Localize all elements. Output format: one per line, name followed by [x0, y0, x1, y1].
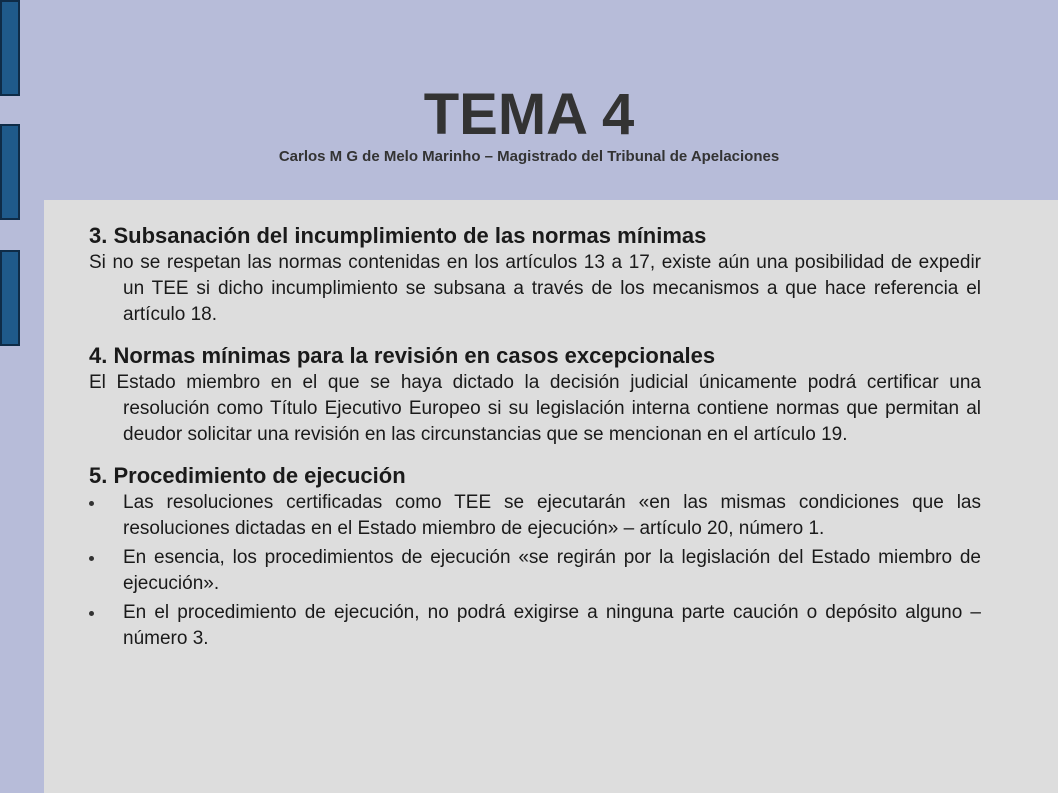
bullet-icon — [89, 556, 94, 561]
slide-title: TEMA 4 — [423, 82, 635, 147]
side-decoration-bar-3 — [0, 250, 20, 346]
list-item-text: En esencia, los procedimientos de ejecución «se regirán por la legislación del Estado miembro de ejecución». — [123, 547, 981, 594]
section-4 — [89, 342, 981, 448]
section-heading: 5. Procedimiento de ejecución — [89, 463, 406, 488]
section-heading: 3. Subsanación del incumplimiento de las normas mínimas — [89, 223, 707, 248]
bullet-icon — [89, 501, 94, 506]
section-heading: 4. Normas mínimas para la revisión en casos excepcionales — [89, 343, 716, 368]
section-5 — [89, 462, 981, 652]
slide-body — [89, 222, 981, 655]
bullet-icon — [89, 611, 94, 616]
list-item-text: Las resoluciones certificadas como TEE se ejecutarán «en las mismas condiciones que las resoluciones dictadas en el Estado miembro de ejecución» – artículo 20, número 1. — [123, 492, 981, 539]
section-paragraph: El Estado miembro en el que se haya dictado la decisión judicial únicamente podrá certificar una resolución como Título Ejecutivo Europeo si su legislación interna contiene normas que permitan al deudor solicitar una revisión en las circunstancias que se mencionan en el artículo 19. — [89, 372, 981, 445]
list-item — [89, 545, 981, 597]
list-item-text: En el procedimiento de ejecución, no podrá exigirse a ninguna parte caución o depósito alguno – número 3. — [123, 602, 981, 649]
slide-subtitle: Carlos M G de Melo Marinho – Magistrado del Tribunal de Apelaciones — [278, 148, 780, 165]
slide-header — [0, 80, 1058, 165]
bullet-list — [89, 490, 981, 652]
section-paragraph: Si no se respetan las normas contenidas en los artículos 13 a 17, existe aún una posibilidad de expedir un TEE si dicho incumplimiento se subsana a través de los mecanismos a que hace referencia el artículo 18. — [89, 252, 981, 325]
list-item — [89, 600, 981, 652]
list-item — [89, 490, 981, 542]
section-3 — [89, 222, 981, 328]
